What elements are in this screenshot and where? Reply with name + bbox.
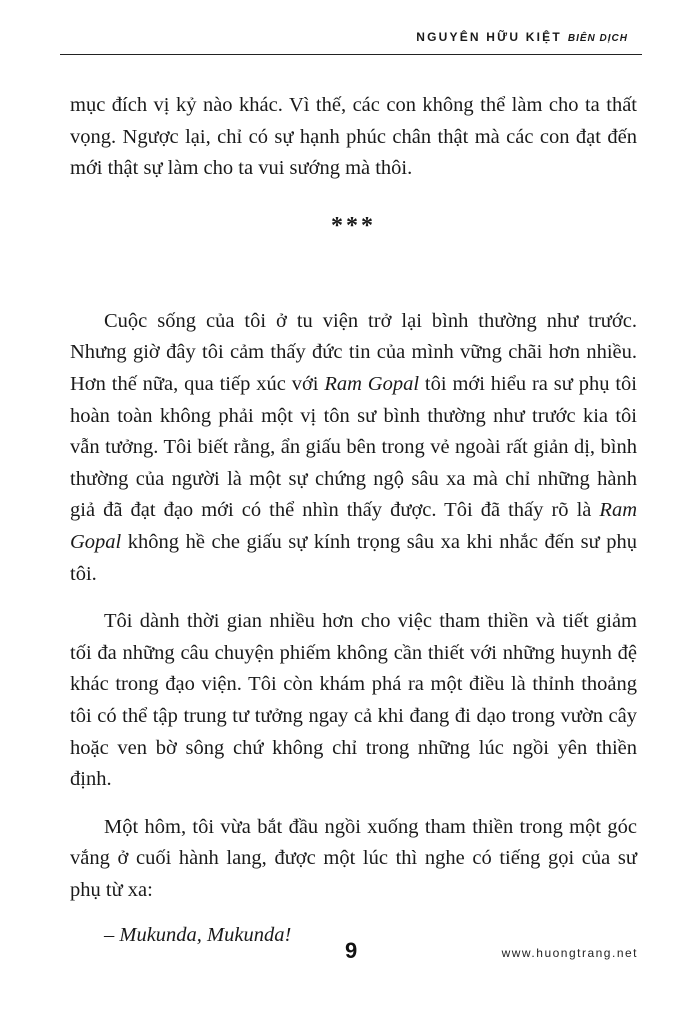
paragraph-2-part-a: Cuộc sống của tôi ở tu viện trở lại bình thường như trước. Nhưng giờ đây tôi cảm thấy đức tin của mình vững chãi hơn nhiều. Hơn thế nữa, qua tiếp xúc với (70, 309, 637, 395)
page-number: 9 (345, 938, 358, 963)
paragraph-1: mục đích vị kỷ nào khác. Vì thế, các con không thể làm cho ta thất vọng. Ngược lại, chỉ có sự hạnh phúc chân thật mà các con đạt đến mới thật sự làm cho ta vui sướng mà thôi. (70, 94, 637, 180)
paragraph-3: Tôi dành thời gian nhiều hơn cho việc tham thiền và tiết giảm tối đa những câu chuyện phiếm không cần thiết với những huynh đệ khác trong đạo viện. Tôi còn khám phá ra một điều là thỉnh thoảng tôi có thể tập trung tư tưởng ngay cả khi đang đi dạo trong vườn cây hoặc ven bờ sông chứ không chỉ trong những lúc ngồi yên thiền định. (70, 610, 637, 791)
website-url: www.huongtrang.net (501, 946, 638, 960)
section-separator: *** (331, 212, 376, 239)
header-author: NGUYÊN HỮU KIỆT (416, 30, 562, 44)
dialogue-quote: – Mukunda, Mukunda! (104, 924, 292, 947)
paragraph-4: Một hôm, tôi vừa bắt đầu ngồi xuống tham thiền trong một góc vắng ở cuối hành lang, được một lúc thì nghe có tiếng gọi của sư phụ từ xa: (70, 815, 637, 901)
page-footer (0, 938, 690, 978)
name-ram-gopal-1: Ram Gopal (324, 372, 420, 395)
running-header (60, 30, 642, 44)
paragraph-2 (70, 306, 637, 590)
name-ram-gopal-2: Ram Gopal (70, 499, 637, 553)
header-role: BIÊN DỊCH (567, 33, 628, 44)
header-rule (60, 54, 642, 55)
paragraph-2-part-b: tôi mới hiểu ra sư phụ tôi hoàn toàn không phải một vị tôn sư bình thường như trước kia tôi vẫn tưởng. Tôi biết rằng, ẩn giấu bên trong vẻ ngoài rất giản dị, bình thường của người là một sự chứng ngộ sâu xa mà chỉ những hành giả đã đạt đạo mới có thể nhìn thấy được. Tôi đã thấy rõ là (70, 372, 637, 522)
body-text (70, 90, 637, 952)
paragraph-2-part-c: không hề che giấu sự kính trọng sâu xa khi nhắc đến sư phụ tôi. (70, 530, 637, 585)
